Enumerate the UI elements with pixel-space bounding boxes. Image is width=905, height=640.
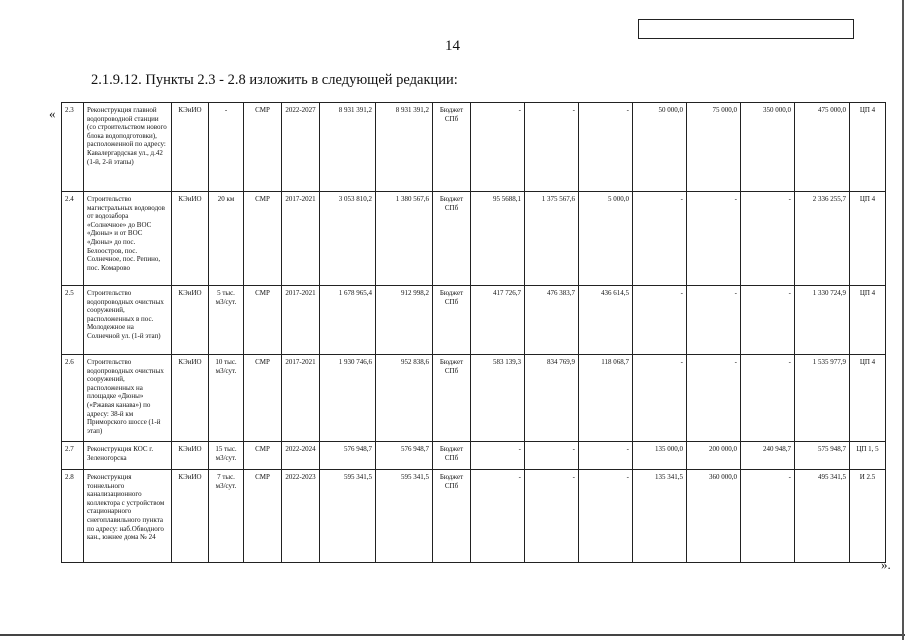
year-3-value: - [579,103,633,192]
year-4-value: 50 000,0 [633,103,687,192]
period: 2017-2021 [282,192,320,286]
year-6-value: - [741,286,795,355]
work-type: СМР [244,192,282,286]
year-4-value: 135 000,0 [633,442,687,470]
period: 2022-2023 [282,470,320,563]
period: 2022-2027 [282,103,320,192]
funding-source: Бюджет СПб [433,442,471,470]
project-name: Строительство магистральных водоводов от водозабора «Солнечное» до ВОС «Дюны» и от ВОС «Дюны» до пос. Белоостров, пос. Солнечное, пос. Репино, пос. Комарово [84,192,172,286]
year-1-value: 417 726,7 [471,286,525,355]
year-1-value: - [471,470,525,563]
year-2-value: - [525,103,579,192]
project-name: Реконструкция КОС г. Зеленогорска [84,442,172,470]
section-heading: 2.1.9.12. Пункты 2.3 - 2.8 изложить в следующей редакции: [91,72,458,88]
work-type: СМР [244,470,282,563]
customer: КЭиИО [172,103,209,192]
page-number: 14 [445,38,460,54]
customer: КЭиИО [172,192,209,286]
year-2-value: 476 383,7 [525,286,579,355]
remaining-cost: 595 341,5 [376,470,433,563]
period: 2022-2024 [282,442,320,470]
capacity: 10 тыс. м3/сут. [209,355,244,442]
year-5-value: - [687,355,741,442]
remaining-cost: 952 838,6 [376,355,433,442]
year-1-value: 95 5688,1 [471,192,525,286]
table-row [62,470,886,563]
row-number: 2.5 [62,286,84,355]
year-2-value: - [525,470,579,563]
year-4-value: - [633,355,687,442]
project-name: Строительство водопроводных очистных сооружений, расположенных в пос. Молодежное на Солнечной ул. (1-й этап) [84,286,172,355]
project-name: Реконструкция тоннельного канализационного коллектора с устройством стационарного снегоплавильного пункта по адресу: наб.Обводного кан., южнее дома № 24 [84,470,172,563]
year-3-value: - [579,442,633,470]
funding-source: Бюджет СПб [433,286,471,355]
table-row [62,103,886,192]
period: 2017-2021 [282,286,320,355]
row-number: 2.8 [62,470,84,563]
year-5-value: 360 000,0 [687,470,741,563]
remaining-cost: 912 998,2 [376,286,433,355]
total-cost: 8 931 391,2 [320,103,376,192]
year-2-value: 834 769,9 [525,355,579,442]
customer: КЭиИО [172,355,209,442]
year-2-value: - [525,442,579,470]
capacity: 15 тыс. м3/сут. [209,442,244,470]
year-3-value: - [579,470,633,563]
funding-source: Бюджет СПб [433,103,471,192]
program-code: ЦП 4 [850,355,886,442]
row-number: 2.4 [62,192,84,286]
total-cost: 3 053 810,2 [320,192,376,286]
period: 2017-2021 [282,355,320,442]
row-number: 2.6 [62,355,84,442]
year-1-value: 583 139,3 [471,355,525,442]
year-3-value: 436 614,5 [579,286,633,355]
investment-program-table [61,102,886,563]
program-code: ЦП 4 [850,103,886,192]
year-3-value: 118 068,7 [579,355,633,442]
year-5-value: 200 000,0 [687,442,741,470]
funding-source: Бюджет СПб [433,192,471,286]
year-6-value: - [741,470,795,563]
remaining-cost: 8 931 391,2 [376,103,433,192]
program-code: ЦП 4 [850,286,886,355]
row-number: 2.3 [62,103,84,192]
year-5-value: 75 000,0 [687,103,741,192]
table-row [62,442,886,470]
table-row [62,355,886,442]
year-4-value: 135 341,5 [633,470,687,563]
year-2-value: 1 375 567,6 [525,192,579,286]
remaining-cost: 576 948,7 [376,442,433,470]
program-code: И 2.5 [850,470,886,563]
customer: КЭиИО [172,470,209,563]
work-type: СМР [244,442,282,470]
total-cost: 595 341,5 [320,470,376,563]
year-1-value: - [471,442,525,470]
capacity: 7 тыс. м3/сут. [209,470,244,563]
scan-edge-bottom [0,634,905,636]
row-total: 1 330 724,9 [795,286,850,355]
year-1-value: - [471,103,525,192]
work-type: СМР [244,286,282,355]
row-total: 475 000,0 [795,103,850,192]
program-code: ЦП 4 [850,192,886,286]
row-number: 2.7 [62,442,84,470]
scan-edge-right [902,0,904,640]
opening-quote: « [49,106,56,121]
capacity: - [209,103,244,192]
total-cost: 1 930 746,6 [320,355,376,442]
total-cost: 576 948,7 [320,442,376,470]
year-6-value: - [741,192,795,286]
row-total: 495 341,5 [795,470,850,563]
row-total: 2 336 255,7 [795,192,850,286]
year-6-value: 350 000,0 [741,103,795,192]
work-type: СМР [244,103,282,192]
year-3-value: 5 000,0 [579,192,633,286]
customer: КЭиИО [172,286,209,355]
project-name: Строительство водопроводных очистных сооружений, расположенных на площадке «Дюны» («Ржавая канава») по адресу: 38-й км Приморского шоссе (1-й этап) [84,355,172,442]
year-5-value: - [687,192,741,286]
year-6-value: 240 948,7 [741,442,795,470]
work-type: СМР [244,355,282,442]
row-total: 575 948,7 [795,442,850,470]
project-name: Реконструкция главной водопроводной станции (со строительством нового блока водоподготовки), расположенной по адресу: Кавалергардская ул., д.42 (1-й, 2-й этапы) [84,103,172,192]
row-total: 1 535 977,9 [795,355,850,442]
capacity: 20 км [209,192,244,286]
customer: КЭиИО [172,442,209,470]
year-5-value: - [687,286,741,355]
program-code: ЦП 1, 5 [850,442,886,470]
year-6-value: - [741,355,795,442]
funding-source: Бюджет СПб [433,355,471,442]
year-4-value: - [633,192,687,286]
closing-quote: ». [881,557,891,572]
funding-source: Бюджет СПб [433,470,471,563]
table-row [62,286,886,355]
table-row [62,192,886,286]
total-cost: 1 678 965,4 [320,286,376,355]
remaining-cost: 1 380 567,6 [376,192,433,286]
year-4-value: - [633,286,687,355]
capacity: 5 тыс. м3/сут. [209,286,244,355]
registration-stamp-box [638,19,854,39]
